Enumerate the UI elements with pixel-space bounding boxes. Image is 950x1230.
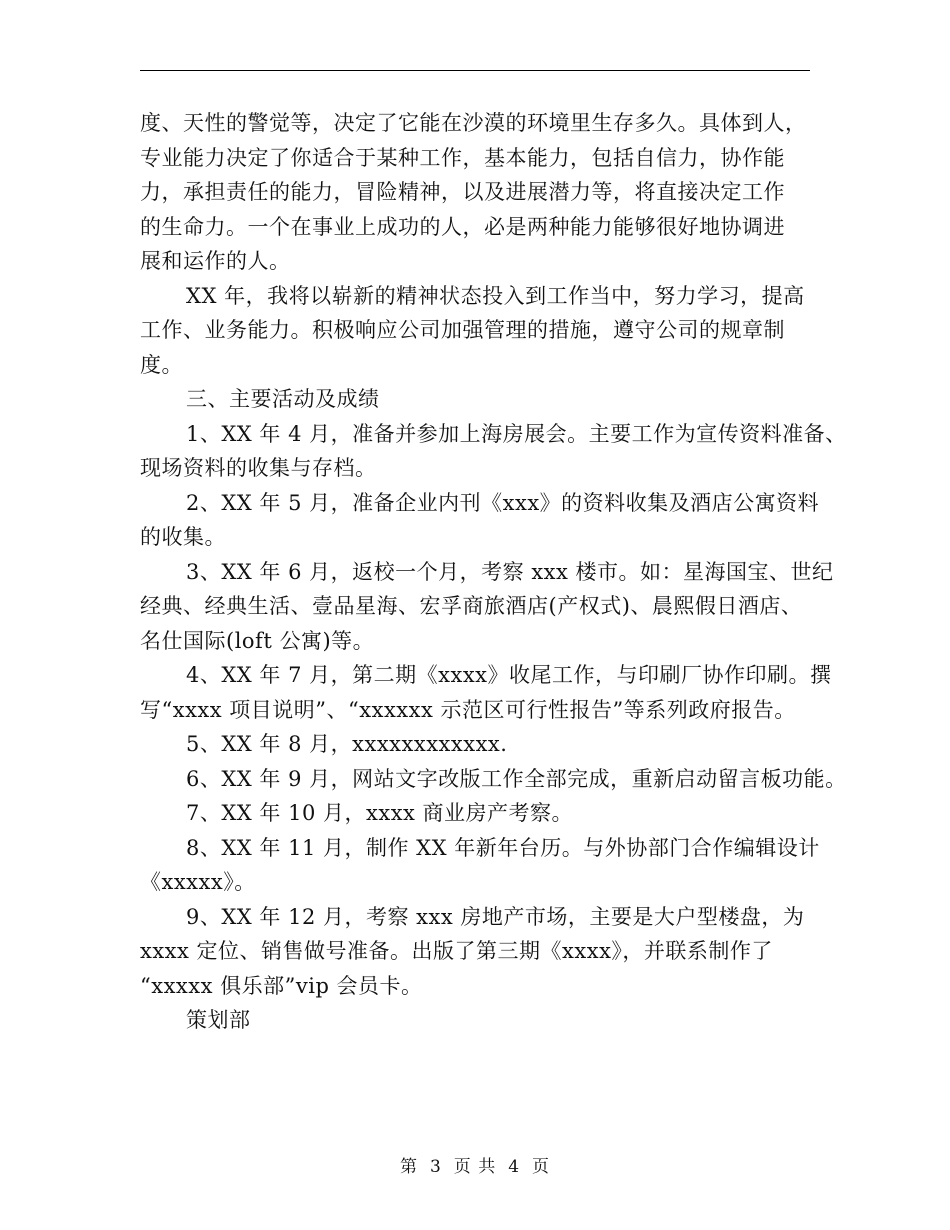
list-item: 4、XX 年 7 月，第二期《xxxx》收尾工作，与印刷厂协作印刷。撰 (186, 663, 832, 687)
paragraph-line: 展和运作的人。 (140, 249, 291, 273)
list-item: 6、XX 年 9 月，网站文字改版工作全部完成，重新启动留言板功能。 (186, 766, 847, 791)
paragraph-line: 度、天性的警觉等，决定了它能在沙漠的环境里生存多久。具体到人， (140, 111, 807, 135)
total-pages-number: 4 (508, 1157, 521, 1177)
paragraph-line: 力，承担责任的能力，冒险精神，以及进展潜力等，将直接决定工作 (140, 180, 785, 204)
page-footer (0, 1152, 950, 1177)
current-page-number: 3 (429, 1157, 442, 1177)
page-label-prefix: 第 (399, 1157, 418, 1177)
signature-department: 策划部 (186, 1008, 251, 1032)
list-item-continuation: “xxxxx 俱乐部”vip 会员卡。 (140, 973, 423, 998)
list-item-continuation: 《xxxxx》。 (140, 870, 256, 894)
paragraph-line: 的生命力。一个在事业上成功的人，必是两种能力能够很好地协调进 (140, 214, 785, 239)
page-label-mid: 页 共 (453, 1157, 497, 1177)
list-item-continuation: 的收集。 (140, 525, 226, 549)
page-label-suffix: 页 (532, 1157, 551, 1177)
paragraph-line: XX 年，我将以崭新的精神状态投入到工作当中，努力学习，提高 (186, 283, 805, 308)
list-item-continuation: 名仕国际(loft 公寓)等。 (140, 628, 375, 653)
list-item: 2、XX 年 5 月，准备企业内刊《xxx》的资料收集及酒店公寓资料 (186, 490, 820, 515)
section-heading: 三、主要活动及成绩 (186, 387, 380, 411)
list-item: 3、XX 年 6 月，返校一个月，考察 xxx 楼市。如：星海国宝、世纪 (186, 559, 834, 584)
list-item: 8、XX 年 11 月，制作 XX 年新年台历。与外协部门合作编辑设计 (186, 835, 820, 860)
paragraph-line: 度。 (140, 352, 183, 377)
paragraph-line: 工作、业务能力。积极响应公司加强管理的措施，遵守公司的规章制 (140, 318, 785, 342)
list-item-continuation: 现场资料的收集与存档。 (140, 456, 377, 480)
list-item: 1、XX 年 4 月，准备并参加上海房展会。主要工作为宣传资料准备、 (186, 421, 847, 446)
list-item-continuation: xxxx 定位、销售做号准备。出版了第三期《xxxx》，并联系制作了 (140, 939, 773, 963)
paragraph-line: 专业能力决定了你适合于某种工作，基本能力，包括自信力，协作能 (140, 145, 785, 170)
list-item: 5、XX 年 8 月，xxxxxxxxxxxx. (186, 732, 508, 756)
document-body (140, 106, 847, 1038)
header-rule (140, 70, 810, 71)
list-item-continuation: 写“xxxx 项目说明”、“xxxxxx 示范区可行性报告”等系列政府报告。 (140, 697, 796, 722)
list-item: 9、XX 年 12 月，考察 xxx 房地产市场，主要是大户型楼盘，为 (186, 904, 805, 929)
list-item-continuation: 经典、经典生活、壹品星海、宏孚商旅酒店(产权式)、晨熙假日酒店、 (140, 594, 803, 618)
list-item: 7、XX 年 10 月，xxxx 商业房产考察。 (186, 801, 574, 825)
